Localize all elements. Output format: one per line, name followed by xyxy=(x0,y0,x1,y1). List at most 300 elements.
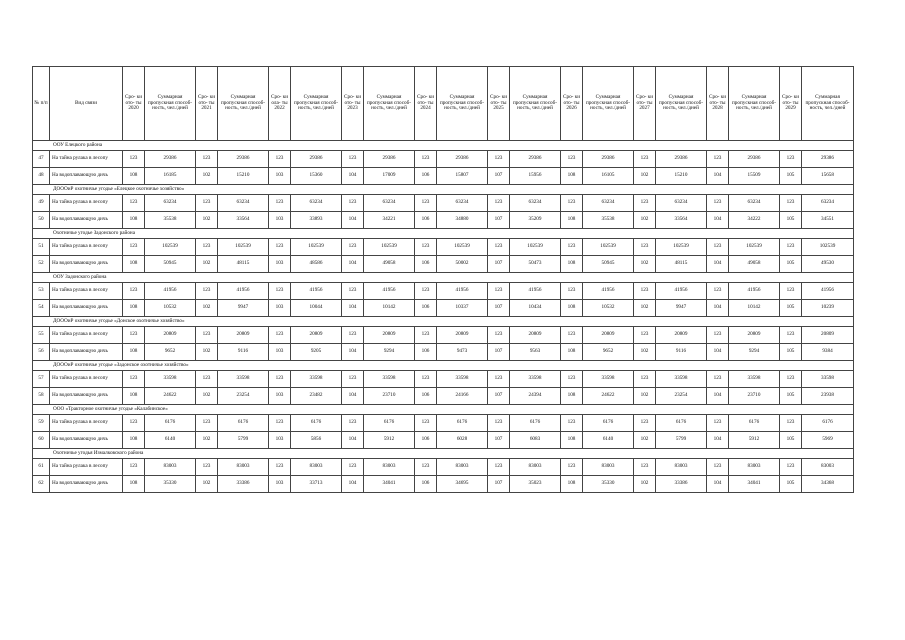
row-kind: На водоплавающую дичь xyxy=(50,168,123,185)
row-kind: На водоплавающую дичь xyxy=(50,344,123,361)
table-cell: 63234 xyxy=(437,195,488,212)
table-cell: 9947 xyxy=(218,300,269,317)
table-cell: 50002 xyxy=(437,256,488,273)
table-cell: 33598 xyxy=(729,371,780,388)
header-term-9: Сро- ки ото- ты 2029 xyxy=(780,67,802,141)
group-row xyxy=(33,405,854,415)
group-title: ООУ Елецкого района xyxy=(33,141,854,151)
table-cell: 20809 xyxy=(291,327,342,344)
table-cell: 107 xyxy=(488,300,510,317)
table-cell: 102539 xyxy=(437,239,488,256)
table-cell: 123 xyxy=(269,459,291,476)
table-cell: 105 xyxy=(780,344,802,361)
table-cell: 104 xyxy=(342,212,364,229)
table-cell: 34041 xyxy=(729,476,780,493)
table-cell: 123 xyxy=(780,459,802,476)
table-cell: 105 xyxy=(780,256,802,273)
table-cell: 10337 xyxy=(437,300,488,317)
table-cell: 33386 xyxy=(656,476,707,493)
table-cell: 34368 xyxy=(802,476,854,493)
table-cell: 103 xyxy=(269,476,291,493)
header-capacity-2: Суммарная пропускная способ- ность, чел./дней xyxy=(291,67,342,141)
table-cell: 20809 xyxy=(437,327,488,344)
table-cell: 123 xyxy=(634,151,656,168)
table-cell: 108 xyxy=(123,344,145,361)
table-cell: 9947 xyxy=(656,300,707,317)
table-cell: 34221 xyxy=(364,212,415,229)
table-row xyxy=(33,476,854,493)
table-cell: 123 xyxy=(634,459,656,476)
table-cell: 102539 xyxy=(729,239,780,256)
row-kind: На тайна рулака в лесопу xyxy=(50,283,123,300)
table-cell: 10239 xyxy=(802,300,854,317)
row-number: 49 xyxy=(33,195,50,212)
group-title: ДОООиР охотничье угодье «Донское охотничье хозяйство» xyxy=(33,317,854,327)
group-title: Охотничье угодья Измалковского района xyxy=(33,449,854,459)
table-cell: 41956 xyxy=(656,283,707,300)
table-cell: 108 xyxy=(123,432,145,449)
table-cell: 24622 xyxy=(583,388,634,405)
table-cell: 123 xyxy=(634,239,656,256)
table-cell: 123 xyxy=(561,459,583,476)
table-cell: 123 xyxy=(196,459,218,476)
table-cell: 123 xyxy=(780,415,802,432)
table-cell: 104 xyxy=(342,476,364,493)
table-cell: 123 xyxy=(415,459,437,476)
table-cell: 104 xyxy=(342,388,364,405)
table-cell: 123 xyxy=(488,283,510,300)
table-cell: 15210 xyxy=(218,168,269,185)
table-cell: 6176 xyxy=(364,415,415,432)
table-cell: 123 xyxy=(196,371,218,388)
table-cell: 29386 xyxy=(218,151,269,168)
table-cell: 123 xyxy=(707,195,729,212)
table-cell: 123 xyxy=(707,239,729,256)
table-cell: 17009 xyxy=(364,168,415,185)
table-cell: 5969 xyxy=(802,432,854,449)
table-cell: 104 xyxy=(342,256,364,273)
row-number: 48 xyxy=(33,168,50,185)
group-row xyxy=(33,361,854,371)
row-number: 60 xyxy=(33,432,50,449)
table-cell: 108 xyxy=(561,388,583,405)
table-cell: 123 xyxy=(342,459,364,476)
group-row xyxy=(33,449,854,459)
table-cell: 10532 xyxy=(145,300,196,317)
table-cell: 108 xyxy=(123,212,145,229)
table-cell: 35538 xyxy=(583,212,634,229)
table-cell: 123 xyxy=(415,239,437,256)
table-cell: 123 xyxy=(780,239,802,256)
header-capacity-3: Суммарная пропускная способ- ность, чел./дней xyxy=(364,67,415,141)
header-capacity-8: Суммарная пропускная способ- ность, чел./дней xyxy=(729,67,780,141)
table-cell: 102 xyxy=(196,168,218,185)
table-cell: 104 xyxy=(707,300,729,317)
table-cell: 102 xyxy=(634,432,656,449)
table-cell: 29386 xyxy=(510,151,561,168)
table-cell: 105 xyxy=(780,212,802,229)
table-cell: 102 xyxy=(196,344,218,361)
table-cell: 108 xyxy=(561,344,583,361)
table-row xyxy=(33,195,854,212)
table-cell: 102539 xyxy=(218,239,269,256)
table-cell: 33598 xyxy=(437,371,488,388)
row-kind: На водоплавающую дичь xyxy=(50,300,123,317)
table-cell: 104 xyxy=(342,168,364,185)
table-cell: 35023 xyxy=(510,476,561,493)
table-cell: 9116 xyxy=(218,344,269,361)
row-number: 52 xyxy=(33,256,50,273)
table-row xyxy=(33,256,854,273)
table-cell: 104 xyxy=(707,432,729,449)
row-kind: На водоплавающую дичь xyxy=(50,476,123,493)
table-row xyxy=(33,151,854,168)
table-cell: 104 xyxy=(707,344,729,361)
table-cell: 33386 xyxy=(218,476,269,493)
table-row xyxy=(33,168,854,185)
table-cell: 48586 xyxy=(291,256,342,273)
table-cell: 15658 xyxy=(802,168,854,185)
header-capacity-7: Суммарная пропускная способ- ность, чел./дней xyxy=(656,67,707,141)
table-cell: 5912 xyxy=(364,432,415,449)
table-cell: 83003 xyxy=(656,459,707,476)
table-cell: 9294 xyxy=(364,344,415,361)
table-cell: 123 xyxy=(561,415,583,432)
table-cell: 102 xyxy=(196,212,218,229)
table-cell: 83003 xyxy=(510,459,561,476)
table-cell: 63234 xyxy=(583,195,634,212)
table-cell: 108 xyxy=(561,212,583,229)
table-cell: 123 xyxy=(196,283,218,300)
row-number: 59 xyxy=(33,415,50,432)
group-title: ООО «Тракторное охотничье угодье «Калабинское» xyxy=(33,405,854,415)
header-capacity-5: Суммарная пропускная способ- ность, чел./дней xyxy=(510,67,561,141)
table-cell: 104 xyxy=(342,432,364,449)
table-cell: 20809 xyxy=(218,327,269,344)
table-cell: 104 xyxy=(707,388,729,405)
table-cell: 123 xyxy=(269,151,291,168)
table-cell: 123 xyxy=(707,327,729,344)
table-cell: 29386 xyxy=(291,151,342,168)
table-cell: 33598 xyxy=(364,371,415,388)
table-row xyxy=(33,459,854,476)
table-cell: 49058 xyxy=(729,256,780,273)
table-row xyxy=(33,415,854,432)
table-cell: 6176 xyxy=(583,415,634,432)
table-cell: 123 xyxy=(123,371,145,388)
table-cell: 123 xyxy=(561,283,583,300)
row-kind: На тайна рулака в лесопу xyxy=(50,459,123,476)
table-cell: 83003 xyxy=(583,459,634,476)
table-cell: 24622 xyxy=(145,388,196,405)
table-cell: 107 xyxy=(488,388,510,405)
row-kind: На водоплавающую дичь xyxy=(50,256,123,273)
table-cell: 123 xyxy=(269,371,291,388)
header-capacity-6: Суммарная пропускная способ- ность, чел./дней xyxy=(583,67,634,141)
table-cell: 106 xyxy=(415,388,437,405)
table-cell: 103 xyxy=(269,432,291,449)
header-kind: Вид связи xyxy=(50,67,123,141)
table-row xyxy=(33,239,854,256)
row-number: 51 xyxy=(33,239,50,256)
table-cell: 123 xyxy=(488,151,510,168)
table-cell: 123 xyxy=(196,327,218,344)
table-cell: 20809 xyxy=(583,327,634,344)
table-cell: 41956 xyxy=(145,283,196,300)
table-cell: 102 xyxy=(196,388,218,405)
header-term-4: Сро- ки ото- ты 2024 xyxy=(415,67,437,141)
header-term-7: Сро- ки ото- ты 2027 xyxy=(634,67,656,141)
table-cell: 9205 xyxy=(291,344,342,361)
row-number: 55 xyxy=(33,327,50,344)
table-cell: 108 xyxy=(561,256,583,273)
table-cell: 29386 xyxy=(656,151,707,168)
table-cell: 9652 xyxy=(583,344,634,361)
table-cell: 5799 xyxy=(218,432,269,449)
table-cell: 123 xyxy=(415,327,437,344)
table-cell: 123 xyxy=(780,283,802,300)
table-cell: 123 xyxy=(561,151,583,168)
row-kind: На водоплавающую дичь xyxy=(50,432,123,449)
table-cell: 106 xyxy=(415,212,437,229)
table-cell: 23482 xyxy=(291,388,342,405)
table-cell: 35330 xyxy=(583,476,634,493)
table-cell: 63234 xyxy=(291,195,342,212)
table-cell: 6140 xyxy=(145,432,196,449)
row-number: 50 xyxy=(33,212,50,229)
table-cell: 123 xyxy=(780,151,802,168)
group-row xyxy=(33,273,854,283)
table-cell: 105 xyxy=(780,388,802,405)
table-cell: 123 xyxy=(415,151,437,168)
table-cell: 108 xyxy=(123,168,145,185)
table-cell: 123 xyxy=(634,283,656,300)
table-cell: 123 xyxy=(488,239,510,256)
table-cell: 83003 xyxy=(291,459,342,476)
table-row xyxy=(33,300,854,317)
table-cell: 123 xyxy=(269,283,291,300)
table-cell: 123 xyxy=(561,327,583,344)
table-cell: 63234 xyxy=(729,195,780,212)
table-cell: 104 xyxy=(707,476,729,493)
header-capacity-9: Суммарная пропускная способ- ность, чел./дней xyxy=(802,67,854,141)
table-cell: 106 xyxy=(415,476,437,493)
table-cell: 33598 xyxy=(145,371,196,388)
table-cell: 105 xyxy=(780,300,802,317)
table-cell: 106 xyxy=(415,300,437,317)
table-cell: 23710 xyxy=(729,388,780,405)
table-cell: 49530 xyxy=(802,256,854,273)
capacity-table xyxy=(32,66,854,493)
table-cell: 108 xyxy=(123,256,145,273)
table-cell: 105 xyxy=(780,432,802,449)
table-cell: 48115 xyxy=(218,256,269,273)
table-cell: 6176 xyxy=(437,415,488,432)
table-cell: 107 xyxy=(488,344,510,361)
table-row xyxy=(33,388,854,405)
table-cell: 106 xyxy=(415,256,437,273)
table-cell: 123 xyxy=(561,239,583,256)
table-cell: 6176 xyxy=(510,415,561,432)
table-cell: 6028 xyxy=(437,432,488,449)
table-cell: 123 xyxy=(780,195,802,212)
table-cell: 20809 xyxy=(802,327,854,344)
table-cell: 29386 xyxy=(729,151,780,168)
table-cell: 102 xyxy=(196,300,218,317)
group-title: Охотничье угодье Задонского района xyxy=(33,229,854,239)
table-cell: 102539 xyxy=(510,239,561,256)
table-cell: 108 xyxy=(561,476,583,493)
table-cell: 83003 xyxy=(145,459,196,476)
table-cell: 41956 xyxy=(729,283,780,300)
table-cell: 6176 xyxy=(145,415,196,432)
table-cell: 35330 xyxy=(145,476,196,493)
table-cell: 123 xyxy=(780,371,802,388)
header-term-0: Сро- ки ото- ты 2020 xyxy=(123,67,145,141)
table-cell: 102539 xyxy=(583,239,634,256)
table-cell: 41956 xyxy=(291,283,342,300)
table-cell: 24166 xyxy=(437,388,488,405)
table-cell: 63234 xyxy=(802,195,854,212)
table-cell: 123 xyxy=(342,151,364,168)
table-cell: 23254 xyxy=(218,388,269,405)
table-cell: 33598 xyxy=(802,371,854,388)
table-cell: 83003 xyxy=(364,459,415,476)
table-cell: 103 xyxy=(269,256,291,273)
table-cell: 123 xyxy=(488,415,510,432)
table-cell: 63234 xyxy=(510,195,561,212)
table-cell: 10434 xyxy=(510,300,561,317)
table-cell: 103 xyxy=(269,212,291,229)
table-cell: 107 xyxy=(488,168,510,185)
table-cell: 33598 xyxy=(510,371,561,388)
table-cell: 123 xyxy=(342,283,364,300)
table-cell: 6176 xyxy=(729,415,780,432)
row-kind: На тайна рулака в лесопу xyxy=(50,327,123,344)
table-cell: 33598 xyxy=(656,371,707,388)
row-number: 54 xyxy=(33,300,50,317)
table-cell: 123 xyxy=(707,371,729,388)
table-cell: 50945 xyxy=(583,256,634,273)
table-cell: 24394 xyxy=(510,388,561,405)
table-row xyxy=(33,283,854,300)
table-cell: 9384 xyxy=(802,344,854,361)
table-cell: 123 xyxy=(123,283,145,300)
table-cell: 104 xyxy=(707,212,729,229)
table-cell: 123 xyxy=(342,195,364,212)
row-kind: На тайна рулака в лесопу xyxy=(50,371,123,388)
table-cell: 9563 xyxy=(510,344,561,361)
table-cell: 123 xyxy=(634,195,656,212)
table-cell: 29386 xyxy=(437,151,488,168)
row-number: 47 xyxy=(33,151,50,168)
table-cell: 106 xyxy=(415,432,437,449)
table-cell: 34222 xyxy=(729,212,780,229)
row-number: 53 xyxy=(33,283,50,300)
table-cell: 33713 xyxy=(291,476,342,493)
table-cell: 48115 xyxy=(656,256,707,273)
table-cell: 123 xyxy=(342,371,364,388)
table-cell: 102539 xyxy=(145,239,196,256)
table-cell: 102539 xyxy=(802,239,854,256)
table-cell: 33564 xyxy=(656,212,707,229)
table-cell: 10142 xyxy=(364,300,415,317)
table-cell: 102 xyxy=(634,212,656,229)
table-cell: 35209 xyxy=(510,212,561,229)
table-cell: 102 xyxy=(634,388,656,405)
table-cell: 123 xyxy=(123,239,145,256)
table-row xyxy=(33,432,854,449)
table-cell: 123 xyxy=(196,239,218,256)
table-cell: 33893 xyxy=(291,212,342,229)
table-cell: 20809 xyxy=(145,327,196,344)
table-cell: 41956 xyxy=(802,283,854,300)
table-cell: 20809 xyxy=(510,327,561,344)
table-cell: 123 xyxy=(196,195,218,212)
table-cell: 6083 xyxy=(510,432,561,449)
table-cell: 34551 xyxy=(802,212,854,229)
table-cell: 102 xyxy=(634,344,656,361)
header-capacity-1: Суммарная пропускная способ- ность, чел./дней xyxy=(218,67,269,141)
group-row xyxy=(33,185,854,195)
header-term-6: Сро- ки ото- ты 2026 xyxy=(561,67,583,141)
table-cell: 9116 xyxy=(656,344,707,361)
table-cell: 41956 xyxy=(364,283,415,300)
table-cell: 107 xyxy=(488,212,510,229)
table-cell: 104 xyxy=(342,300,364,317)
table-cell: 6176 xyxy=(802,415,854,432)
row-number: 57 xyxy=(33,371,50,388)
table-cell: 104 xyxy=(707,256,729,273)
table-cell: 123 xyxy=(415,195,437,212)
table-cell: 6176 xyxy=(291,415,342,432)
table-cell: 123 xyxy=(196,415,218,432)
table-cell: 106 xyxy=(415,344,437,361)
table-cell: 123 xyxy=(561,371,583,388)
table-cell: 102539 xyxy=(656,239,707,256)
table-cell: 103 xyxy=(269,344,291,361)
table-cell: 50945 xyxy=(145,256,196,273)
table-cell: 104 xyxy=(707,168,729,185)
table-cell: 35538 xyxy=(145,212,196,229)
group-row xyxy=(33,141,854,151)
group-title: ДОООиР охотничье угодье «Задонское охотничье хозяйство» xyxy=(33,361,854,371)
table-cell: 33598 xyxy=(218,371,269,388)
table-cell: 33564 xyxy=(218,212,269,229)
data-table-sheet xyxy=(32,66,850,493)
table-cell: 123 xyxy=(123,415,145,432)
table-cell: 123 xyxy=(415,371,437,388)
row-number: 61 xyxy=(33,459,50,476)
table-cell: 123 xyxy=(269,415,291,432)
table-cell: 123 xyxy=(342,239,364,256)
table-cell: 34880 xyxy=(437,212,488,229)
table-cell: 105 xyxy=(780,476,802,493)
table-cell: 102 xyxy=(196,256,218,273)
table-cell: 6140 xyxy=(583,432,634,449)
table-cell: 49058 xyxy=(364,256,415,273)
table-cell: 6176 xyxy=(656,415,707,432)
table-cell: 102 xyxy=(634,168,656,185)
table-cell: 123 xyxy=(488,195,510,212)
table-cell: 123 xyxy=(269,327,291,344)
table-cell: 123 xyxy=(415,283,437,300)
table-row xyxy=(33,212,854,229)
table-cell: 33598 xyxy=(583,371,634,388)
table-cell: 123 xyxy=(707,283,729,300)
header-term-3: Сро- ки ото- ты 2023 xyxy=(342,67,364,141)
table-cell: 123 xyxy=(780,327,802,344)
